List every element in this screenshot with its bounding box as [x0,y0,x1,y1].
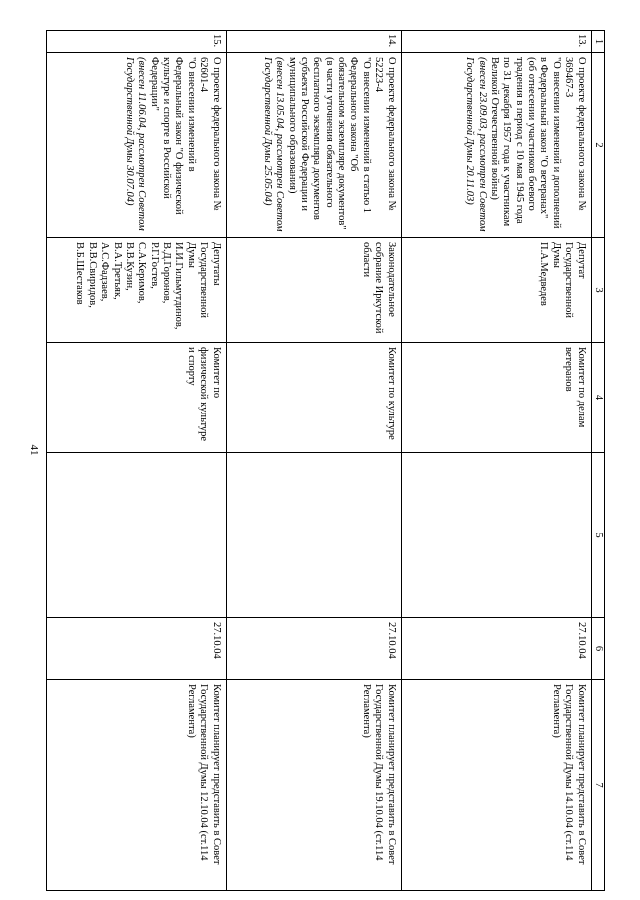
row-number: 15. [46,31,226,53]
bill-title: О проекте федерального закона № 52223-4 "О внесении изменений в статью 1 Федерального закона "Об обязательном экземпляре документов" (в части уточнения обязательного бесплатного экземпляра документов субъекта Российской Федерации и муниципального образования) [286,57,397,230]
empty-cell [46,453,226,618]
note-cell: Комитет планирует представить в Совет Государственной Думы 12.10.04 (ст.114 Регламента) [46,680,226,891]
date-cell: 27.10.04 [401,618,591,680]
author-cell: Депутаты Государственной Думы И.И.Гильмутдинов, В.Д.Горюнов, Р.Г.Гостев, С.А.Керимов, В.В.Кузин, В.А.Третьяк, А.С.Фадзаев, В.В.Свиридов, В.Б.Шестаков [46,238,226,343]
author-cell: Депутат Государственной Думы П.А.Медведев [401,238,591,343]
committee-cell: Комитет по физической культуре и спорту [46,343,226,453]
column-header: 7 [591,680,604,891]
empty-cell [401,453,591,618]
column-header: 5 [591,453,604,618]
date-cell: 27.10.04 [46,618,226,680]
date-cell: 27.10.04 [226,618,401,680]
committee-cell: Комитет по делам ветеранов [401,343,591,453]
column-header: 3 [591,238,604,343]
empty-cell [226,453,401,618]
column-header: 6 [591,618,604,680]
bill-title: О проекте федерального закона № 369467-3 "О внесении изменений и дополнений в Федеральный закон "О ветеранах" (об отнесении участников боевого традения в период с 10 мая 1945 года по 31 декабря 1957 года к участникам Великой Отечественной войны) [489,57,587,229]
bill-note: (внесен 11.06.04, рассмотрен Советом Государственной Думы 30.07.04) [124,57,148,231]
column-header: 1 [591,31,604,53]
bills-table [46,30,605,891]
note-cell: Комитет планирует представить в Совет Государственной Думы 19.10.04 (ст.114 Регламента) [226,680,401,891]
bill-note: (внесен 23.09.03, рассмотрен Советом Государственной Думы 20.11.03) [464,57,488,232]
header-row [591,31,604,891]
table-row [401,31,591,891]
author-cell: Законодательное собрание Иркутской области [226,238,401,343]
column-header: 4 [591,343,604,453]
column-header: 2 [591,53,604,238]
table-row [46,31,226,891]
committee-cell: Комитет по культуре [226,343,401,453]
note-cell: Комитет планирует представить в Совет Государственной Думы 14.10.04 (ст.114 Регламента) [401,680,591,891]
bill-note: (внесен 13.05.04, рассмотрен Советом Государственной Думы 25.05.04) [261,57,286,232]
row-number: 14. [226,31,401,53]
bill-cell [46,53,226,238]
page-number: 41 [28,444,40,456]
bill-cell [226,53,401,238]
bill-title: О проекте федерального закона № 62601-4 "О внесении изменений в Федеральный закон "О физической культуре и спорте в Российской Федерации" [148,57,222,215]
bill-cell [401,53,591,238]
table-row [226,31,401,891]
row-number: 13. [401,31,591,53]
